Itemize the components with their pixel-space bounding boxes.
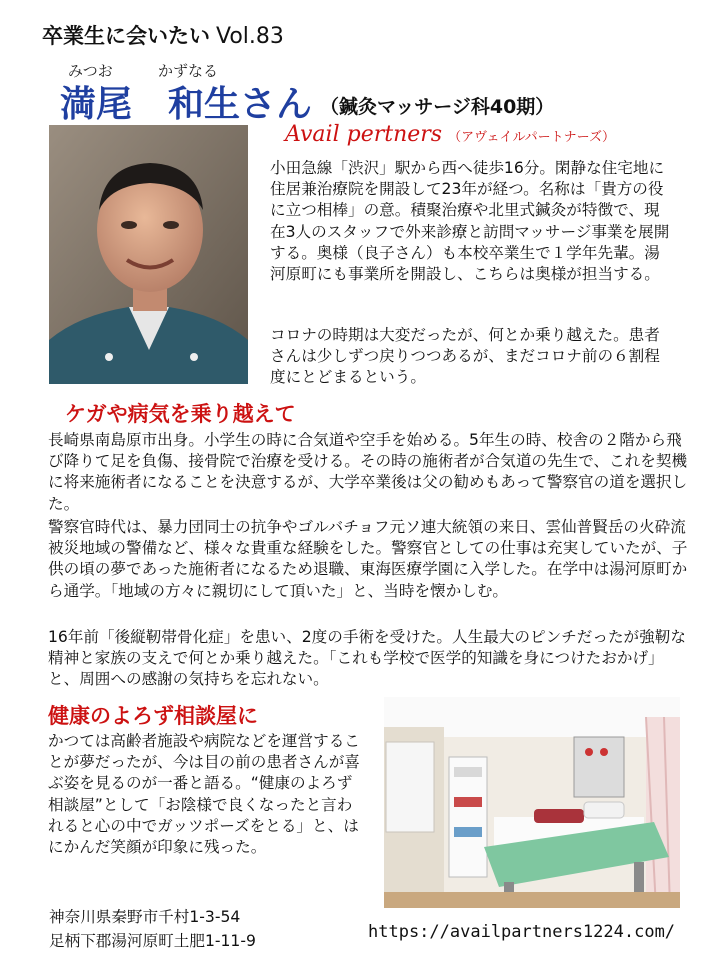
series-title: 卒業生に会いたい	[42, 24, 210, 48]
address-line-2: 足柄下郡湯河原町土肥1-11-9	[49, 932, 256, 950]
website-url[interactable]: https://availpartners1224.com/	[368, 922, 676, 942]
portrait-photo	[49, 125, 248, 384]
person-name: 満尾 和生さん	[60, 83, 313, 125]
series-header	[42, 20, 284, 50]
department: （鍼灸マッサージ科40期）	[320, 96, 555, 118]
section-heading-2: 健康のよろず相談屋に	[48, 704, 258, 728]
company-name	[285, 122, 615, 147]
section1-paragraph-3: 16年前「後縦靭帯骨化症」を患い、2度の手術を受けた。人生最大のピンチだったが強靭な精神と家族の支えで何とか乗り越えた。「これも学校で医学的知識を身につけたおかげ」と、周囲への感謝の気持ちを忘れない。	[48, 628, 686, 689]
section1-paragraph-1: 長崎県南島原市出身。小学生の時に合気道や空手を始める。5年生の時、校舎の２階から飛び降りて足を負傷、接骨院で治療を受ける。その時の施術者が合気道の先生で、これを契機に将来施術者になることを決意するが、大学卒業後は父の勧めもあって警察官の道を選択した。	[48, 431, 688, 513]
volume-number: Vol.83	[216, 24, 284, 49]
section-heading-1: ケガや病気を乗り越えて	[65, 402, 296, 426]
name-reading-given: かずなる	[158, 62, 219, 80]
company-name-latin: Avail pertners	[285, 122, 443, 147]
name-reading-family: みつお	[68, 62, 113, 80]
treatment-room-photo	[384, 697, 680, 908]
section2-paragraph-1: かつては高齢者施設や病院などを運営することが夢だったが、今は目の前の患者さんが喜ぶ姿を見るのが一番と語る。“健康のよろず相談屋”として「お陰様で良くなったと言われると心の中でガッツポーズをとる」と、はにかんだ笑顔が印象に残った。	[48, 732, 360, 857]
section1-paragraph-2: 警察官時代は、暴力団同士の抗争やゴルバチョフ元ソ連大統領の来日、雲仙普賢岳の火砕流被災地域の警備など、様々な貴重な経験をした。警察官としての仕事は充実していたが、子供の頃の夢であった施術者になるため退職、東海医療学園に入学した。在学中は湯河原町から通学。「地域の方々に親切にして頂いた」と、当時を懐かしむ。	[48, 518, 688, 600]
intro-paragraph-2: コロナの時期は大変だったが、何とか乗り越えた。患者さんは少しずつ戻りつつあるが、まだコロナ前の６割程度にとどまるという。	[270, 326, 660, 387]
company-name-kana: （アヴェイルパートナーズ）	[448, 130, 615, 145]
address-line-1: 神奈川県秦野市千村1-3-54	[49, 908, 241, 926]
intro-paragraph-1: 小田急線「渋沢」駅から西へ徒歩16分。閑静な住宅地に住居兼治療院を開設して23年が経つ。名称は「貴方の役に立つ相棒」の意。積聚治療や北里式鍼灸が特徴で、現在3人のスタッフで外来診療と訪問マッサージ事業を展開する。奥様（良子さん）も本校卒業生で１学年先輩。湯河原町にも事業所を開設し、こちらは奥様が担当する。	[270, 159, 670, 284]
